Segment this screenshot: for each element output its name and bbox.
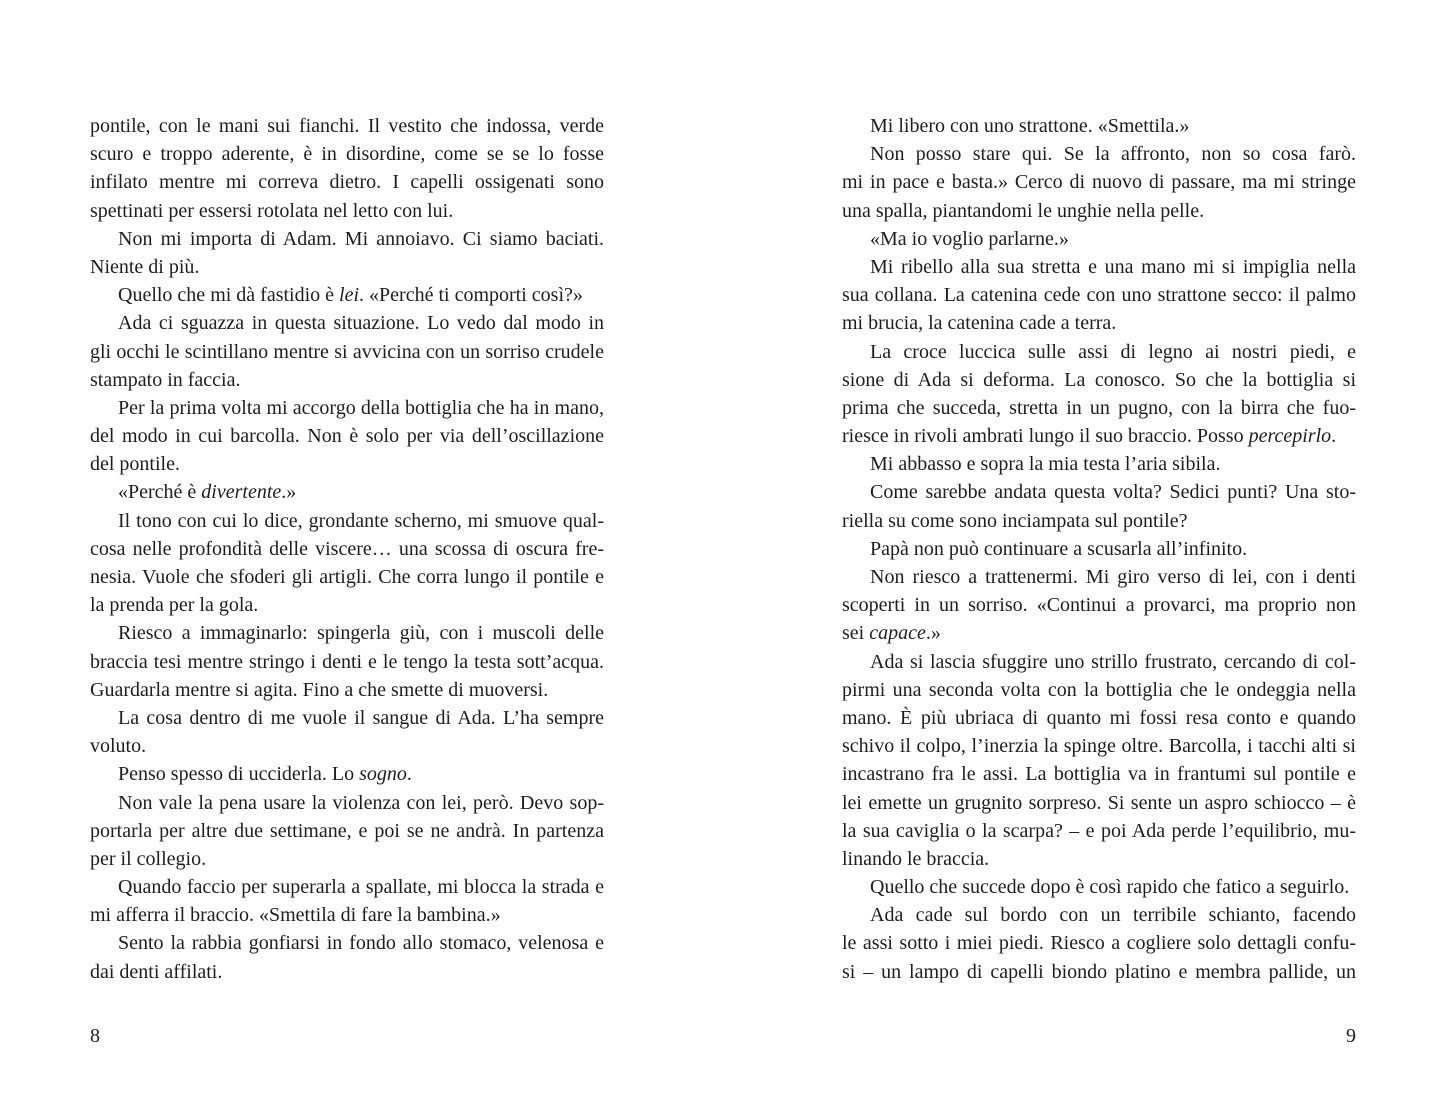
- right-page-text-column: [842, 112, 1356, 986]
- text-line: scuro e troppo aderente, è in disordine, come se se lo fosse: [90, 143, 604, 166]
- text-line: spettinati per essersi rotolata nel letto con lui.: [90, 199, 454, 222]
- text-line: pontile, con le mani sui fianchi. Il vestito che indossa, verde: [90, 115, 604, 137]
- text-line: riesce in rivoli ambrati lungo il suo braccio. Posso percepirlo.: [842, 425, 1337, 448]
- text-line: Sento la rabbia gonfiarsi in fondo allo stomaco, velenosa e: [118, 932, 604, 955]
- text-line: mi brucia, la catenina cade a terra.: [842, 312, 1117, 335]
- text-line: Mi ribello alla sua stretta e una mano mi si impiglia nella: [870, 255, 1356, 278]
- text-line: Quello che succede dopo è così rapido che fatico a seguirlo.: [870, 876, 1350, 899]
- text-line: voluto.: [90, 735, 147, 758]
- text-line: sua collana. La catenina cede con uno strattone secco: il palmo: [842, 284, 1356, 307]
- text-line: riella su come sono inciampata sul pontile?: [842, 509, 1188, 532]
- text-line: Ada si lascia sfuggire uno strillo frustrato, cercando di col-: [870, 650, 1356, 673]
- text-line: del pontile.: [90, 453, 180, 476]
- text-line: sei capace.»: [842, 622, 941, 645]
- text-line: portarla per altre due settimane, e poi se ne andrà. In partenza: [90, 819, 604, 842]
- text-line: Non posso stare qui. Se la affronto, non so cosa farò.: [870, 143, 1356, 166]
- text-line: Ada ci sguazza in questa situazione. Lo vedo dal modo in: [118, 312, 604, 335]
- text-line: incastrano fra le assi. La bottiglia va in frantumi sul pontile e: [842, 763, 1356, 786]
- text-line: Non riesco a trattenermi. Mi giro verso di lei, con i denti: [870, 566, 1356, 588]
- right-page-number: 9: [1346, 1025, 1356, 1047]
- left-page-number: 8: [90, 1025, 100, 1047]
- text-line: Non mi importa di Adam. Mi annoiavo. Ci siamo baciati.: [118, 227, 604, 250]
- text-line: pirmi una seconda volta con la bottiglia che le ondeggia nella: [842, 678, 1356, 701]
- text-line: Quello che mi dà fastidio è lei. «Perché ti comporti così?»: [118, 284, 583, 307]
- text-line: Niente di più.: [90, 255, 200, 278]
- text-line: Il tono con cui lo dice, grondante scherno, mi smuove qual-: [118, 509, 604, 532]
- text-line: prima che succeda, stretta in un pugno, con la birra che fuo-: [842, 396, 1356, 419]
- text-line: Come sarebbe andata questa volta? Sedici punti? Una sto-: [870, 481, 1356, 504]
- text-line: lei emette un grugnito sorpreso. Si sente un aspro schiocco – è: [842, 791, 1356, 814]
- text-line: schivo il colpo, l’inerzia la spinge oltre. Barcolla, i tacchi alti si: [842, 735, 1356, 758]
- text-line: Quando faccio per superarla a spallate, mi blocca la strada e: [118, 876, 604, 899]
- text-line: una spalla, piantandomi le unghie nella pelle.: [842, 199, 1205, 222]
- text-line: La cosa dentro di me vuole il sangue di Ada. L’ha sempre: [118, 706, 604, 729]
- text-line: del modo in cui barcolla. Non è solo per via dell’oscillazione: [90, 425, 604, 448]
- text-line: Mi abbasso e sopra la mia testa l’aria sibila.: [870, 453, 1221, 476]
- text-line: Papà non può continuare a scusarla all’infinito.: [870, 537, 1248, 560]
- text-line: Non vale la pena usare la violenza con lei, però. Devo sop-: [118, 791, 604, 814]
- text-line: per il collegio.: [90, 847, 207, 870]
- text-line: Mi libero con uno strattone. «Smettila.»: [870, 115, 1190, 137]
- text-line: si – un lampo di capelli biondo platino e membra pallide, un: [842, 960, 1356, 983]
- text-line: «Perché è divertente.»: [118, 481, 297, 504]
- text-line: cosa nelle profondità delle viscere… una scossa di oscura fre-: [90, 537, 604, 560]
- text-line: La croce luccica sulle assi di legno ai nostri piedi, e: [870, 340, 1356, 363]
- text-line: Ada cade sul bordo con un terribile schianto, facendo: [870, 904, 1356, 927]
- left-page-text-column: [90, 112, 604, 986]
- text-line: gli occhi le scintillano mentre si avvicina con un sorriso crudele: [90, 340, 604, 363]
- text-line: mano. È più ubriaca di quanto mi fossi resa conto e quando: [842, 706, 1356, 729]
- text-line: la sua caviglia o la scarpa? – e poi Ada perde l’equilibrio, mu-: [842, 819, 1356, 842]
- text-line: scoperti in un sorriso. «Continui a provarci, ma proprio non: [842, 594, 1356, 617]
- text-line: stampato in faccia.: [90, 368, 241, 391]
- text-line: mi afferra il braccio. «Smettila di fare la bambina.»: [90, 904, 501, 927]
- text-line: la prenda per la gola.: [90, 594, 259, 617]
- text-line: braccia tesi mentre stringo i denti e le tengo la testa sott’acqua.: [90, 650, 604, 673]
- text-line: Per la prima volta mi accorgo della bottiglia che ha in mano,: [118, 396, 604, 419]
- text-line: sione di Ada si deforma. La conosco. So che la bottiglia si: [842, 368, 1356, 391]
- text-line: dai denti affilati.: [90, 960, 223, 983]
- text-line: mi in pace e basta.» Cerco di nuovo di passare, ma mi stringe: [842, 171, 1356, 194]
- text-line: linando le braccia.: [842, 847, 990, 870]
- text-line: le assi sotto i miei piedi. Riesco a cogliere solo dettagli confu-: [842, 932, 1356, 955]
- text-line: Riesco a immaginarlo: spingerla giù, con i muscoli delle: [118, 622, 604, 645]
- text-line: infilato mentre mi correva dietro. I capelli ossigenati sono: [90, 171, 604, 194]
- text-line: nesia. Vuole che sfoderi gli artigli. Che corra lungo il pontile e: [90, 566, 604, 588]
- text-line: Guardarla mentre si agita. Fino a che smette di muoversi.: [90, 678, 549, 701]
- text-line: Penso spesso di ucciderla. Lo sogno.: [118, 763, 412, 786]
- text-line: «Ma io voglio parlarne.»: [870, 227, 1069, 250]
